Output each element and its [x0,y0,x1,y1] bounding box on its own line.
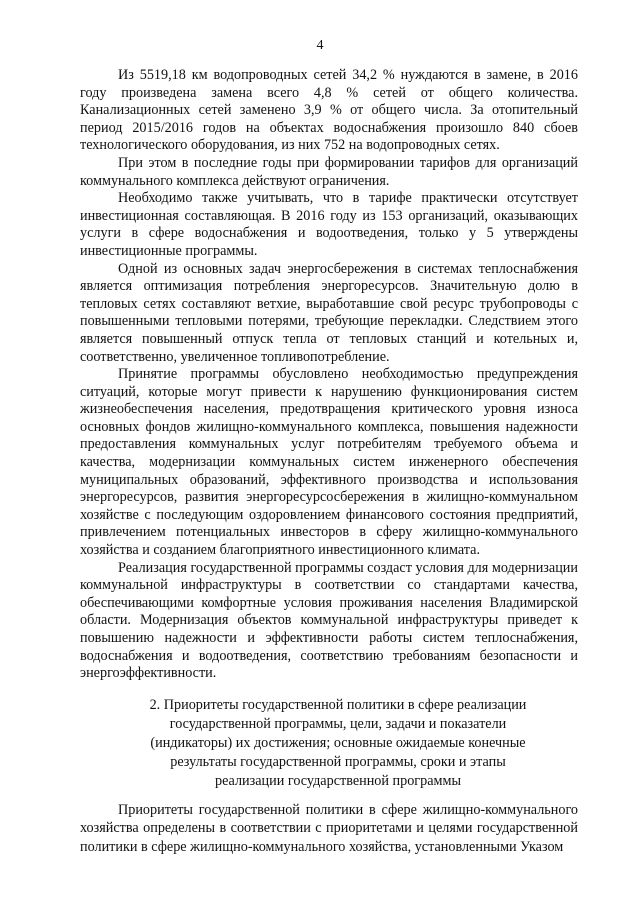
page-number: 4 [316,38,324,53]
body-text [80,67,578,683]
section-heading [118,696,558,791]
body-text-continued [80,801,578,856]
section-heading-line: результаты государственной программы, сроки и этапы [170,754,506,770]
section-heading-line: 2. Приоритеты государственной политики в сфере реализации [149,697,527,713]
section-heading-line: реализации государственной программы [214,773,462,789]
paragraph: При этом в последние годы при формировании тарифов для организаций коммунального комплекса действуют ограничения. [80,154,578,189]
paragraph: Из 5519,18 км водопроводных сетей 34,2 % нуждаются в замене, в 2016 году произведена замена всего 4,8 % сетей от общего количества. Канализационных сетей заменено 3,9 % от общего числа. За отопительный период 2015/2016 годов на объектах водоснабжения произошло 840 сбоев технологического оборудования, из них 752 на водопроводных сетях. [80,67,578,154]
paragraph: Приоритеты государственной политики в сфере жилищно-коммунального хозяйства определены в соответствии с приоритетами и целями государственной политики в сфере жилищно-коммунального хозяйства, установленными Указом [80,802,578,855]
paragraph: Необходимо также учитывать, что в тарифе практически отсутствует инвестиционная составляющая. В 2016 году из 153 организаций, оказывающих услуги в сфере водоснабжения и водоотведения, только у 5 утверждены инвестиционные программы. [80,190,578,259]
section-heading-line: (индикаторы) их достижения; основные ожидаемые конечные [150,735,526,751]
section-heading-line: государственной программы, цели, задачи и показатели [169,716,507,732]
paragraph: Принятие программы обусловлено необходимостью предупреждения ситуаций, которые могут привести к нарушению функционирования систем жизнеобеспечения населения, предотвращения критического уровня износа основных фондов жилищно-коммунального комплекса, повышения надежности предоставления коммунальных услуг потребителям требуемого объема и качества, модернизации коммунальных систем инженерного обеспечения муниципальных образований, эффективного производства и использования энергоресурсов, развития энергоресурсосбережения в жилищно-коммунальном хозяйстве с последующим оздоровлением финансового состояния предприятий, привлечением потенциальных инвесторов в сферу жилищно-коммунального хозяйства и созданием благоприятного инвестиционного климата. [80,366,578,559]
paragraph: Реализация государственной программы создаст условия для модернизации коммунальной инфраструктуры в соответствии со стандартами качества, обеспечивающими комфортные условия проживания населения Владимирской области. Модернизация объектов коммунальной инфраструктуры приведет к повышению надежности и эффективности работы систем теплоснабжения, водоснабжения и водоотведения, соответствию требованиям безопасности и энергоэффективности. [80,559,578,682]
paragraph: Одной из основных задач энергосбережения в системах теплоснабжения является оптимизация потребления энергоресурсов. Значительную долю в тепловых сетях составляют ветхие, выработавшие свой ресурс трубопроводы с повышенными тепловыми потерями, требующие перекладки. Следствием этого является повышенный отпуск тепла от тепловых станций и котельных и, соответственно, увеличенное топливопотребление. [80,260,578,365]
